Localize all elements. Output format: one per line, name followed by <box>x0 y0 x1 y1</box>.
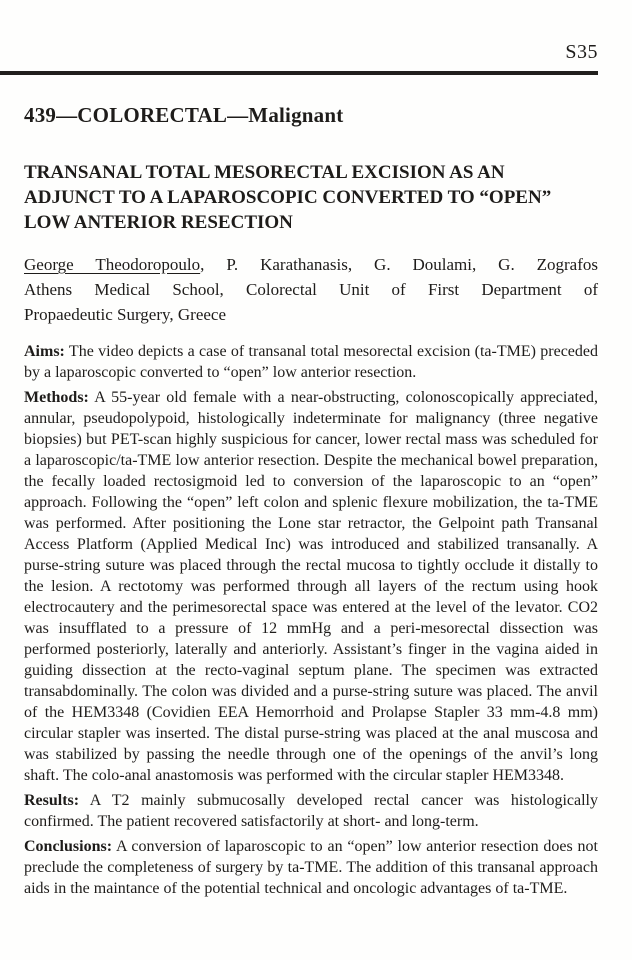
abstract-body <box>24 341 598 899</box>
conclusions-text: A conversion of laparoscopic to an “open” low anterior resection does not preclude the completeness of surgery by ta-TME. The addition of this transanal approach aids in the maintance of the potential technical and oncologic advantages of ta-TME. <box>24 838 598 897</box>
methods-text: A 55-year old female with a near-obstructing, colonoscopically appreciated, annular, pseudopolypoid, histologically indeterminate for malignancy (three negative biopsies) but PET-scan highly suspicious for cancer, lower rectal mass was scheduled for a laparoscopic/ta-TME low anterior resection. Despite the mechanical bowel preparation, the fecally loaded rectosigmoid led to conversion of the laparoscopic to an “open” approach. Following the “open” left colon and splenic flexure mobilization, the ta-TME was performed. After positioning the Lone star retractor, the Gelpoint path Transanal Access Platform (Applied Medical Inc) was introduced and stabilized transanally. A purse-string suture was placed through the rectal mucosa to tightly occlude it distally to the lesion. A rectotomy was performed through all layers of the rectum using hook electrocautery and the perimesorectal space was entered at the level of the levator. CO2 was insufflated to a pressure of 12 mmHg and a peri-mesorectal dissection was performed posteriorly, laterally and anteriorly. Assistant’s finger in the vagina aided in guiding dissection at the recto-vaginal septum plane. The specimen was extracted transabdominally. The colon was divided and a purse-string suture was placed. The anvil of the HEM3348 (Covidien EEA Hemorrhoid and Prolapse Stapler 33 mm-4.8 mm) circular stapler was inserted. The distal purse-string was placed at the anal muscosa and was stabilized by passing the needle through one of the openings of the anvil’s long shaft. The colo-anal anastomosis was performed with the circular stapler HEM3348. <box>24 389 598 784</box>
presenter-name: George Theodoropoulo <box>24 255 201 274</box>
results-text: A T2 mainly submucosally developed rectal cancer was histologically confirmed. The patient recovered satisfactorily at short- and long-term. <box>24 792 598 830</box>
title-line-3: LOW ANTERIOR RESECTION <box>24 212 293 233</box>
abstract-title <box>24 160 598 235</box>
title-line-1: TRANSANAL TOTAL MESORECTAL EXCISION AS AN <box>24 162 505 183</box>
coauthors: , P. Karathanasis, G. Doulami, G. Zografos <box>200 255 598 274</box>
methods-label: Methods: <box>24 389 89 406</box>
methods-paragraph <box>24 387 598 786</box>
affiliation <box>24 277 598 327</box>
title-line-2: ADJUNCT TO A LAPAROSCOPIC CONVERTED TO “OPEN” <box>24 187 552 208</box>
results-label: Results: <box>24 792 80 809</box>
page-number: S35 <box>565 41 598 63</box>
aims-label: Aims: <box>24 343 65 360</box>
aims-text: The video depicts a case of transanal total mesorectal excision (ta-TME) preceded by a laparoscopic converted to “open” low anterior resection. <box>24 343 598 381</box>
session-heading: 439—COLORECTAL—Malignant <box>24 103 344 127</box>
affiliation-line-1: Athens Medical School, Colorectal Unit of First Department of <box>24 280 598 299</box>
header-rule <box>0 71 598 75</box>
affiliation-line-2: Propaedeutic Surgery, Greece <box>24 305 227 324</box>
aims-paragraph <box>24 341 598 383</box>
author-line <box>24 252 598 277</box>
conclusions-paragraph <box>24 836 598 899</box>
conclusions-label: Conclusions: <box>24 838 113 855</box>
results-paragraph <box>24 790 598 832</box>
